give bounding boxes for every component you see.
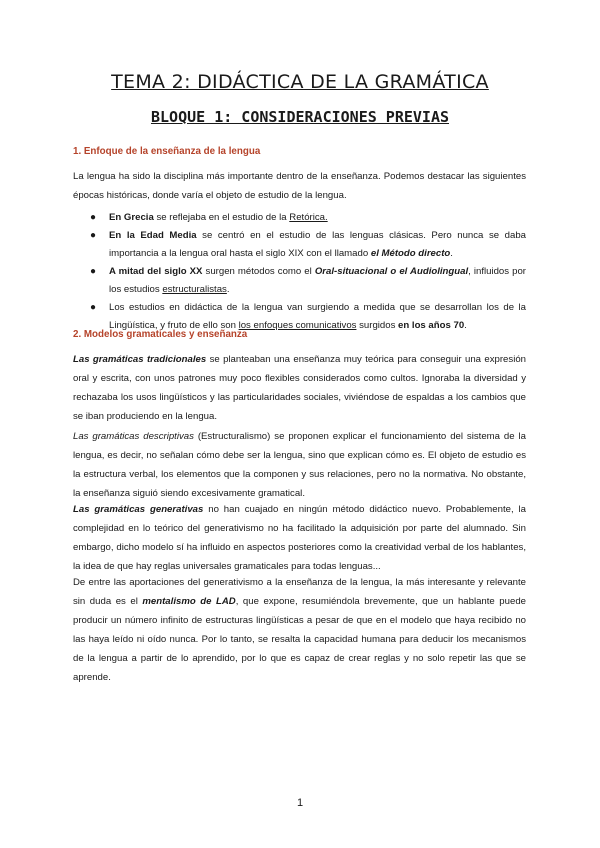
- bullet-text: Los estudios en didáctica de la lengua van surgiendo a medida que se desarrollan los de la Lingüística, y fruto de ello son: [109, 302, 526, 331]
- bullet-lead: En la Edad Media: [109, 230, 197, 241]
- term-generative: Las gramáticas generativas: [73, 504, 204, 515]
- bullet-icon: ●: [90, 266, 97, 277]
- bullet-icon: ●: [90, 230, 97, 241]
- document-subtitle: BLOQUE 1: CONSIDERACIONES PREVIAS: [150, 108, 449, 126]
- paragraph-descriptive: [73, 427, 526, 503]
- section-1-heading: [73, 146, 260, 157]
- underlined-term: estructuralistas: [162, 284, 227, 295]
- paragraph-text: no han cuajado en ningún método didáctico nuevo. Probablemente, la complejidad en lo teórico del generativismo no ha facilitado la adquisición por parte del alumnado. Sin embargo, dicho modelo sí ha influido en aspectos posteriores como la creatividad verbal de los hablantes, la idea de que hay reglas universales gramaticales para todas lenguas...: [73, 504, 526, 572]
- section-1-intro: La lengua ha sido la disciplina más importante dentro de la enseñanza. Podemos destacar las siguientes épocas históricas, donde varía el objeto de estudio de la lengua.: [73, 171, 526, 201]
- section-1-bullet-list: [90, 209, 526, 335]
- underlined-term: Retórica.: [289, 212, 328, 223]
- underlined-term: los enfoques comunicativos: [238, 320, 357, 331]
- section-1-heading-text: 1. Enfoque de la enseñanza de la lengua: [73, 146, 261, 157]
- paragraph-generative: [73, 500, 526, 576]
- term-descriptive: Las gramáticas descriptivas: [73, 431, 194, 442]
- paragraph-text: De entre las aportaciones del generativismo a la enseñanza de la lengua, la más interesante y relevante sin duda es el: [73, 577, 526, 607]
- paragraph-text: se planteaban una enseñanza muy teórica para conseguir una expresión oral y escrita, con unos patrones muy poco flexibles considerados como cultos. Ignoraba la diversidad y rechazaba los usos lingüísticos y las particularidades sociales, viviéndose de espaldas a los cambios que se iban produciendo en la lengua.: [73, 354, 526, 422]
- bullet-icon: ●: [90, 302, 97, 313]
- bullet-text-2: surgidos: [356, 320, 399, 331]
- bullet-end: .: [450, 248, 453, 259]
- bullet-text: se centró en el estudio de las lenguas clásicas. Pero nunca se daba importancia a la lengua oral hasta el siglo XIX con el llamado: [109, 230, 526, 259]
- paragraph-traditional: [73, 350, 526, 426]
- bullet-icon: ●: [90, 212, 97, 223]
- bullet-text: se reflejaba en el estudio de la: [153, 212, 290, 223]
- list-item: [90, 227, 526, 263]
- bullet-bold: en los años 70: [398, 320, 465, 331]
- paragraph-text: (Estructuralismo) se proponen explicar el funcionamiento del sistema de la lengua, es decir, no señalan cómo debe ser la lengua, sino que explican cómo es. El objeto de estudio es la estructura verbal, los elementos que la componen y sus relaciones, pero no la normativa. No obstante, la enseñanza siguió siendo excesivamente gramatical.: [73, 431, 526, 499]
- document-title: TEMA 2: DIDÁCTICA DE LA GRAMÁTICA: [111, 71, 489, 93]
- list-item: [90, 209, 526, 227]
- section-2-heading: [73, 329, 247, 340]
- bullet-text-2: , influidos por los estudios: [109, 266, 526, 295]
- bullet-end: .: [464, 320, 467, 331]
- page-number: 1: [296, 797, 304, 809]
- term-lad: mentalismo de LAD: [142, 596, 236, 607]
- bullet-text: surgen métodos como el: [202, 266, 315, 277]
- bullet-emphasis: Oral-situacional o el Audiolingual: [314, 266, 469, 277]
- paragraph-text-2: , que expone, resumiéndola brevemente, que un hablante puede producir un número infinito de estructuras lingüísticas a pesar de que en el modelo que haya recibido no las haya leído ni oído nunca. Por lo tanto, se resalta la capacidad humana para deducir los mecanismos de la lengua a partir de lo aprendido, por lo que es capaz de crear reglas y no solo repetir las que se aprende.: [73, 596, 526, 683]
- term-traditional: Las gramáticas tradicionales: [73, 354, 207, 365]
- bullet-lead: En Grecia: [109, 212, 154, 223]
- paragraph-lad: [73, 573, 526, 687]
- bullet-end: .: [226, 284, 230, 295]
- bullet-lead: A mitad del siglo XX: [109, 266, 203, 277]
- bullet-emphasis: el Método directo: [370, 248, 451, 259]
- list-item: [90, 263, 526, 299]
- section-2-heading-text: 2. Modelos gramaticales y enseñanza: [73, 329, 248, 340]
